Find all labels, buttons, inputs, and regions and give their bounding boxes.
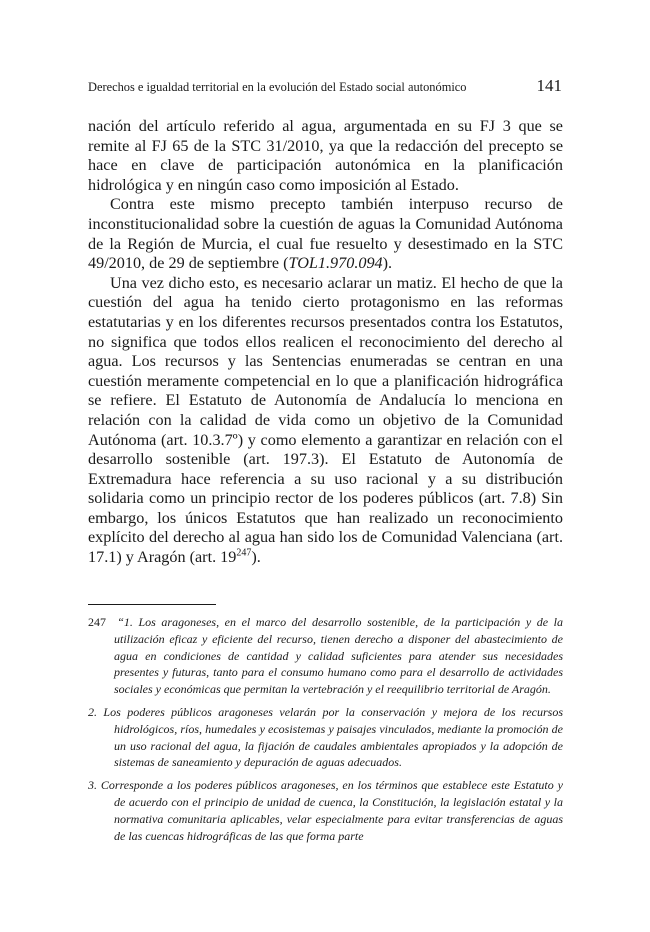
- footnote-separator: [88, 604, 216, 605]
- footnote-247: [88, 614, 563, 698]
- running-title: Derechos e igualdad territorial en la evolución del Estado social autonómico: [88, 80, 467, 94]
- paragraph-2-text: Contra este mismo precepto también interpuso recurso de inconstitucionalidad sobre la cuestión de aguas la Comunidad Autónoma de la Región de Murcia, el cual fue resuelto y desestimado en la STC 49/2010, de 29 de septiembre (: [88, 195, 563, 273]
- legal-reference: TOL1.970.094: [288, 254, 383, 273]
- footnotes: [88, 614, 563, 850]
- footnote-reference[interactable]: 247: [236, 547, 252, 559]
- footnote-text: 2. Los poderes públicos aragoneses velarán por la conservación y mejora de los recursos hidrológicos, ríos, humedales y ecosistemas y paisajes vinculados, mediante la promoción de un uso racional del agua, la fijación de caudales ambientales apropiados y la adopción de sistemas de saneamiento y depuración de aguas adecuados.: [88, 704, 563, 770]
- paragraph-3: [88, 274, 563, 568]
- footnote-number: 247: [88, 615, 106, 629]
- footnote-text: “1. Los aragoneses, en el marco del desarrollo sostenible, de la participación y de la utilización eficaz y eficiente del recurso, tienen derecho a disponer del abastecimiento de agua en condiciones de cantidad y calidad suficientes para atender sus necesidades presentes y futuras, tanto para el consumo humano como para el desarrollo de actividades sociales y económicas que permitan la vertebración y el reequilibrio territorial de Aragón.: [114, 615, 563, 697]
- running-header: [88, 76, 562, 96]
- footnote-item-3: [88, 777, 563, 844]
- paragraph-1: nación del artículo referido al agua, argumentada en su FJ 3 que se remite al FJ 65 de la STC 31/2010, ya que la redacción del precepto se hace en clave de participación autonómica en la planificación hidrológica y en ningún caso como imposición al Estado.: [88, 117, 563, 194]
- page-number: 141: [536, 76, 562, 95]
- paragraph-3-end: ).: [251, 548, 261, 567]
- paragraph-2: [88, 195, 563, 273]
- footnote-text: 3. Corresponde a los poderes públicos aragoneses, en los términos que establece este Estatuto y de acuerdo con el principio de unidad de cuenca, la Constitución, la legislación estatal y la normativa comunitaria aplicables, velar especialmente para evitar transferencias de aguas de las cuencas hidrográficas de las que forma parte: [88, 778, 563, 843]
- main-text: [88, 117, 563, 568]
- paragraph-2-end: ).: [382, 254, 393, 273]
- footnote-item-2: [88, 704, 563, 771]
- paragraph-3-text: Una vez dicho esto, es necesario aclarar un matiz. El hecho de que la cuestión del agua ha tenido cierto protagonismo en las reformas estatutarias y en los diferentes recursos presentados contra los Estatutos, no significa que todos ellos realicen el reconocimiento del derecho al agua. Los recursos y las Sentencias enumeradas se centran en una cuestión meramente competencial en lo que a planificación hidrográfica se refiere. El Estatuto de Autonomía de Andalucía lo menciona en relación con la calidad de vida como un objetivo de la Comunidad Autónoma (art. 10.3.7º) y como elemento a garantizar en relación con el desarrollo sostenible (art. 197.3). El Estatuto de Autonomía de Extremadura hace referencia a su uso racional y a su distribución solidaria como un principio rector de los poderes públicos (art. 7.8) Sin embargo, los únicos Estatutos que han realizado un reconocimiento explícito del derecho al agua han sido los de Comunidad Valenciana (art. 17.1) y Aragón (art. 19: [88, 273, 563, 567]
